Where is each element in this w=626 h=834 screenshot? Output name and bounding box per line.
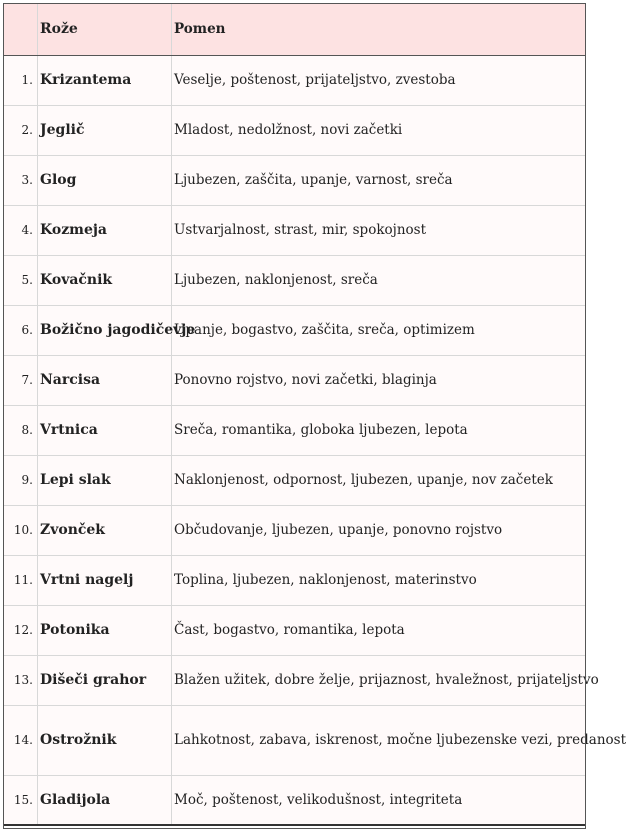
row-number: 11. xyxy=(3,555,38,605)
row-flower: Glog xyxy=(38,155,172,205)
row-number: 6. xyxy=(3,305,38,355)
row-number: 13. xyxy=(3,655,38,705)
row-meaning: Blažen užitek, dobre želje, prijaznost, hvaležnost, prijateljstvo xyxy=(172,655,587,705)
table-row xyxy=(3,155,586,205)
row-meaning: Toplina, ljubezen, naklonjenost, materinstvo xyxy=(172,555,587,605)
table-row xyxy=(3,775,586,825)
table-header-row xyxy=(3,3,586,55)
row-number: 7. xyxy=(3,355,38,405)
table-row xyxy=(3,255,586,305)
row-flower: Potonika xyxy=(38,605,172,655)
table-row xyxy=(3,405,586,455)
header-flower: Rože xyxy=(38,3,172,55)
table-row xyxy=(3,505,586,555)
header-meaning: Pomen xyxy=(172,3,587,55)
row-number: 8. xyxy=(3,405,38,455)
row-flower: Zvonček xyxy=(38,505,172,555)
header-number xyxy=(3,3,38,55)
row-number: 2. xyxy=(3,105,38,155)
table-row xyxy=(3,555,586,605)
table-row xyxy=(3,655,586,705)
row-number: 10. xyxy=(3,505,38,555)
table-row xyxy=(3,355,586,405)
row-flower: Vrtnica xyxy=(38,405,172,455)
row-meaning: Ljubezen, zaščita, upanje, varnost, sreča xyxy=(172,155,587,205)
row-meaning: Čast, bogastvo, romantika, lepota xyxy=(172,605,587,655)
row-flower: Vrtni nagelj xyxy=(38,555,172,605)
row-meaning: Sreča, romantika, globoka ljubezen, lepota xyxy=(172,405,587,455)
row-flower: Lepi slak xyxy=(38,455,172,505)
row-meaning: Mladost, nedolžnost, novi začetki xyxy=(172,105,587,155)
table-row xyxy=(3,705,586,775)
table-row xyxy=(3,305,586,355)
table-row xyxy=(3,605,586,655)
row-flower: Gladijola xyxy=(38,775,172,825)
row-number: 9. xyxy=(3,455,38,505)
row-meaning: Naklonjenost, odpornost, ljubezen, upanje, nov začetek xyxy=(172,455,587,505)
row-number: 5. xyxy=(3,255,38,305)
row-number: 15. xyxy=(3,775,38,825)
row-meaning: Ponovno rojstvo, novi začetki, blaginja xyxy=(172,355,587,405)
row-flower: Kozmeja xyxy=(38,205,172,255)
table-row xyxy=(3,55,586,105)
row-meaning: Upanje, bogastvo, zaščita, sreča, optimizem xyxy=(172,305,587,355)
row-flower: Dišeči grahor xyxy=(38,655,172,705)
row-flower: Jeglič xyxy=(38,105,172,155)
row-number: 4. xyxy=(3,205,38,255)
table-row xyxy=(3,105,586,155)
row-flower: Narcisa xyxy=(38,355,172,405)
row-meaning: Lahkotnost, zabava, iskrenost, močne ljubezenske vezi, predanost xyxy=(172,705,587,775)
flower-meaning-table xyxy=(3,3,626,826)
row-flower: Ostrožnik xyxy=(38,705,172,775)
row-flower: Krizantema xyxy=(38,55,172,105)
row-flower: Božično jagodičevje xyxy=(38,305,172,355)
row-flower: Kovačnik xyxy=(38,255,172,305)
row-number: 12. xyxy=(3,605,38,655)
row-meaning: Ljubezen, naklonjenost, sreča xyxy=(172,255,587,305)
table-row xyxy=(3,455,586,505)
row-meaning: Moč, poštenost, velikodušnost, integriteta xyxy=(172,775,587,825)
table-row xyxy=(3,205,586,255)
row-number: 14. xyxy=(3,705,38,775)
row-number: 1. xyxy=(3,55,38,105)
row-meaning: Ustvarjalnost, strast, mir, spokojnost xyxy=(172,205,587,255)
row-meaning: Občudovanje, ljubezen, upanje, ponovno rojstvo xyxy=(172,505,587,555)
row-number: 3. xyxy=(3,155,38,205)
row-meaning: Veselje, poštenost, prijateljstvo, zvestoba xyxy=(172,55,587,105)
